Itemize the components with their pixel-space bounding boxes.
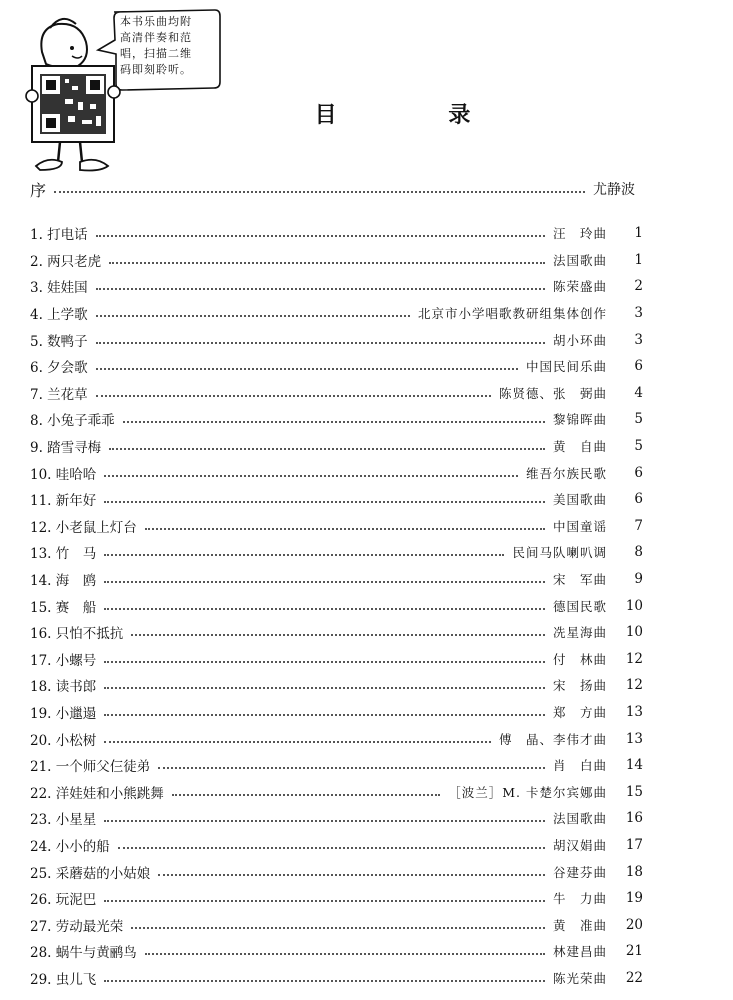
entry-page: 9 xyxy=(634,571,643,588)
dot-leader xyxy=(158,874,545,876)
entry-page: 13 xyxy=(625,703,643,720)
toc-entry[interactable] xyxy=(30,539,643,566)
dot-leader xyxy=(104,687,545,689)
dot-leader xyxy=(109,262,545,264)
entry-title: 7. 兰花草 xyxy=(30,386,88,403)
dot-leader xyxy=(104,661,545,663)
entry-page: 1 xyxy=(634,251,643,268)
entry-author: 胡小环曲 xyxy=(552,332,607,348)
entry-author: 牛 力曲 xyxy=(552,891,607,907)
toc-entry[interactable] xyxy=(30,406,643,433)
toc-entry[interactable] xyxy=(30,672,643,699)
entry-author: 陈贤德、张 弼曲 xyxy=(498,385,607,401)
dot-leader xyxy=(123,421,545,423)
entry-page: 3 xyxy=(634,331,643,348)
entry-title: 6. 夕会歌 xyxy=(30,360,88,377)
toc-entry[interactable] xyxy=(30,646,643,673)
entry-title: 15. 赛 船 xyxy=(30,599,97,616)
dot-leader xyxy=(131,927,545,929)
preface-row[interactable] xyxy=(30,178,635,200)
entry-page: 15 xyxy=(625,783,643,800)
preface-label: 序 xyxy=(30,180,47,200)
entry-page: 22 xyxy=(625,969,643,986)
entry-page: 2 xyxy=(634,278,643,295)
entry-author: 德国民歌 xyxy=(552,598,607,614)
entry-title: 9. 踏雪寻梅 xyxy=(30,440,102,457)
entry-title: 17. 小螺号 xyxy=(30,652,97,669)
dot-leader xyxy=(158,767,545,769)
entry-title: 14. 海 鸥 xyxy=(30,573,97,590)
entry-page: 21 xyxy=(625,943,643,960)
entry-author: 郑 方曲 xyxy=(552,704,607,720)
dot-leader xyxy=(104,608,545,610)
toc-entry[interactable] xyxy=(30,699,643,726)
toc-entry[interactable] xyxy=(30,326,643,353)
entry-title: 10. 哇哈哈 xyxy=(30,466,97,483)
entry-title: 28. 蜗牛与黄鹂鸟 xyxy=(30,945,137,962)
bubble-text: 本书乐曲均附高清伴奏和范唱，扫描二维码即刻聆听。 xyxy=(120,15,192,76)
entry-title: 29. 虫儿飞 xyxy=(30,971,97,988)
entry-title: 22. 洋娃娃和小熊跳舞 xyxy=(30,785,164,802)
toc-entry[interactable] xyxy=(30,778,643,805)
toc-entry[interactable] xyxy=(30,858,643,885)
entry-author: 林建昌曲 xyxy=(552,944,607,960)
entry-author: 维吾尔族民歌 xyxy=(525,465,607,481)
entry-title: 11. 新年好 xyxy=(30,493,97,510)
dot-leader xyxy=(118,847,545,849)
entry-author: ［波兰］M. 卡楚尔宾娜曲 xyxy=(448,784,607,800)
entry-page: 13 xyxy=(625,730,643,747)
entry-author: 黄 自曲 xyxy=(552,439,607,455)
entry-author: 陈荣盛曲 xyxy=(552,279,607,295)
entry-page: 17 xyxy=(625,836,643,853)
entry-title: 1. 打电话 xyxy=(30,227,88,244)
entry-title: 3. 娃娃国 xyxy=(30,280,88,297)
toc-entry[interactable] xyxy=(30,220,643,247)
dot-leader xyxy=(104,900,545,902)
toc-entry[interactable] xyxy=(30,380,643,407)
toc-entry[interactable] xyxy=(30,459,643,486)
dot-leader xyxy=(96,235,545,237)
dot-leader xyxy=(96,368,518,370)
entry-page: 10 xyxy=(625,597,643,614)
toc-entry[interactable] xyxy=(30,725,643,752)
entry-author: 付 林曲 xyxy=(552,651,607,667)
entry-author: 冼星海曲 xyxy=(552,625,607,641)
entry-title: 24. 小小的船 xyxy=(30,838,110,855)
entry-author: 宋 军曲 xyxy=(552,572,607,588)
toc-entry[interactable] xyxy=(30,619,643,646)
dot-leader xyxy=(96,288,545,290)
dot-leader xyxy=(145,528,545,530)
entry-title: 12. 小老鼠上灯台 xyxy=(30,519,137,536)
toc-entry[interactable] xyxy=(30,566,643,593)
entry-author: 汪 玲曲 xyxy=(552,226,607,242)
entry-page: 7 xyxy=(634,517,643,534)
entry-author: 黄 准曲 xyxy=(552,917,607,933)
entry-title: 2. 两只老虎 xyxy=(30,253,102,270)
entry-title: 26. 玩泥巴 xyxy=(30,892,97,909)
dot-leader xyxy=(104,714,545,716)
dot-leader xyxy=(145,953,545,955)
entry-page: 4 xyxy=(634,384,643,401)
entry-author: 黎锦晖曲 xyxy=(552,412,607,428)
dot-leader xyxy=(96,342,545,344)
toc-entry[interactable] xyxy=(30,752,643,779)
entry-title: 23. 小星星 xyxy=(30,812,97,829)
entry-page: 16 xyxy=(625,810,643,827)
entry-author: 法国歌曲 xyxy=(552,252,607,268)
dot-leader xyxy=(104,980,545,982)
dot-leader xyxy=(131,634,545,636)
entry-title: 19. 小邋遢 xyxy=(30,705,97,722)
toc-entry[interactable] xyxy=(30,486,643,513)
toc-entry[interactable] xyxy=(30,513,643,540)
toc-entry[interactable] xyxy=(30,911,643,938)
dot-leader xyxy=(96,395,491,397)
dot-leader xyxy=(96,315,410,317)
dot-leader xyxy=(104,741,491,743)
preface-author: 尤静波 xyxy=(593,182,635,198)
entry-author: 美国歌曲 xyxy=(552,492,607,508)
entry-title: 25. 采蘑菇的小姑娘 xyxy=(30,865,151,882)
entry-page: 14 xyxy=(625,757,643,774)
entry-title: 21. 一个师父仨徒弟 xyxy=(30,759,151,776)
toc-entry[interactable] xyxy=(30,433,643,460)
entry-title: 20. 小松树 xyxy=(30,732,97,749)
entry-author: 胡汉娟曲 xyxy=(552,837,607,853)
toc-entry[interactable] xyxy=(30,832,643,859)
entry-page: 12 xyxy=(625,650,643,667)
entry-title: 18. 读书郎 xyxy=(30,679,97,696)
entry-title: 4. 上学歌 xyxy=(30,307,88,324)
toc-entry[interactable] xyxy=(30,592,643,619)
entry-title: 5. 数鸭子 xyxy=(30,333,88,350)
dot-leader xyxy=(104,820,545,822)
entry-page: 3 xyxy=(634,305,643,322)
entry-author: 法国歌曲 xyxy=(552,811,607,827)
entry-author: 北京市小学唱歌教研组集体创作 xyxy=(417,306,607,322)
entry-page: 6 xyxy=(634,358,643,375)
dot-leader xyxy=(104,581,545,583)
dot-leader xyxy=(104,475,518,477)
entry-page: 10 xyxy=(625,624,643,641)
entry-title: 27. 劳动最光荣 xyxy=(30,918,124,935)
entry-title: 13. 竹 马 xyxy=(30,546,97,563)
entry-page: 12 xyxy=(625,677,643,694)
entry-page: 19 xyxy=(625,890,643,907)
entry-author: 宋 扬曲 xyxy=(552,678,607,694)
entry-page: 20 xyxy=(625,916,643,933)
entry-author: 傅 晶、李伟才曲 xyxy=(498,731,607,747)
entry-author: 民间马队喇叭调 xyxy=(512,545,607,561)
toc-entry[interactable] xyxy=(30,938,643,965)
entry-title: 16. 只怕不抵抗 xyxy=(30,626,124,643)
entry-page: 5 xyxy=(634,411,643,428)
dot-leader xyxy=(109,448,545,450)
dot-leader xyxy=(104,554,504,556)
entry-page: 1 xyxy=(634,225,643,242)
toc-entry[interactable] xyxy=(30,247,643,274)
toc-entry[interactable] xyxy=(30,353,643,380)
entry-page: 5 xyxy=(634,438,643,455)
entry-page: 6 xyxy=(634,491,643,508)
dot-leader xyxy=(54,191,585,193)
toc-entry[interactable] xyxy=(30,805,643,832)
entry-author: 中国民间乐曲 xyxy=(525,359,607,375)
toc-entry[interactable] xyxy=(30,273,643,300)
toc-entry[interactable] xyxy=(30,965,643,992)
entry-author: 谷建芬曲 xyxy=(552,864,607,880)
entry-page: 6 xyxy=(634,464,643,481)
entry-author: 肖 白曲 xyxy=(552,758,607,774)
dot-leader xyxy=(104,501,545,503)
entry-page: 8 xyxy=(634,544,643,561)
toc-entry[interactable] xyxy=(30,885,643,912)
toc-list xyxy=(30,220,643,991)
entry-author: 陈光荣曲 xyxy=(552,970,607,986)
entry-author: 中国童谣 xyxy=(552,518,607,534)
toc-entry[interactable] xyxy=(30,300,643,327)
page-title: 目 录 xyxy=(314,103,523,128)
entry-page: 18 xyxy=(625,863,643,880)
entry-title: 8. 小兔子乖乖 xyxy=(30,413,115,430)
dot-leader xyxy=(172,794,440,796)
